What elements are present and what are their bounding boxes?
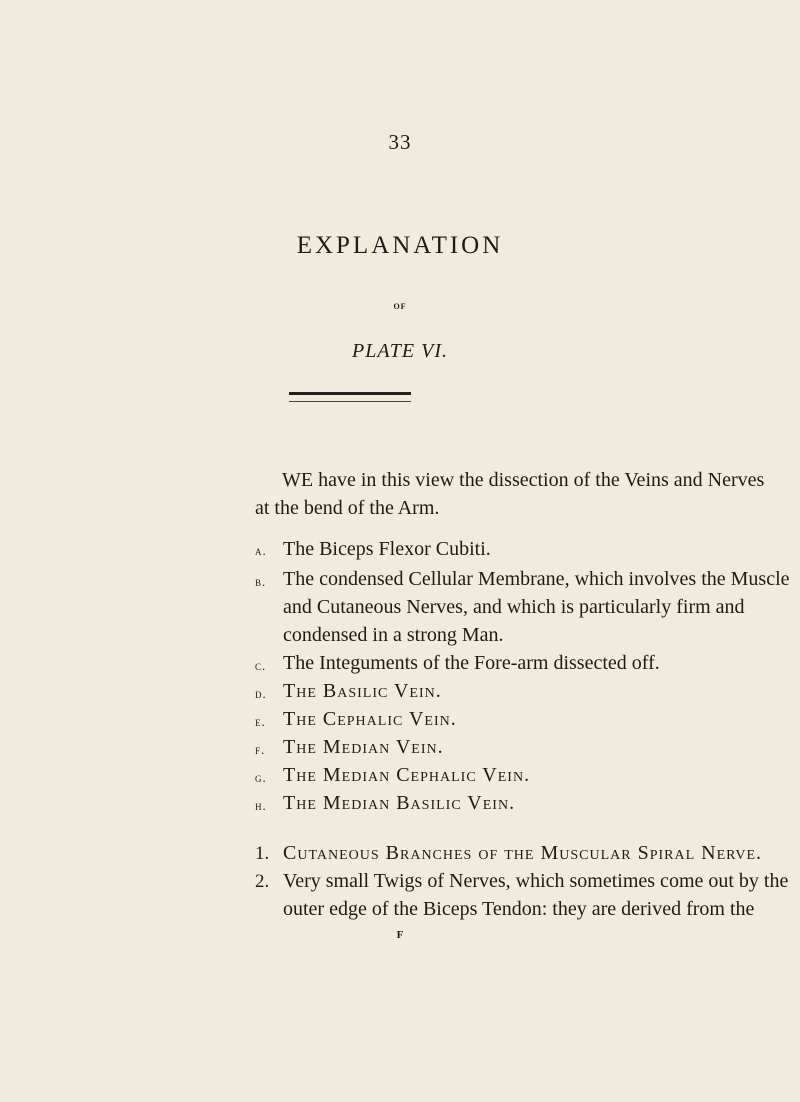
heading-explanation: EXPLANATION [296, 232, 504, 259]
item-b-line-1: The condensed Cellular Membrane, which involves the Muscle [283, 568, 790, 590]
item-c-line-1: The Integuments of the Fore-arm dissected off. [283, 652, 660, 674]
item-letter-h: h. [255, 798, 267, 813]
plate-title: PLATE VI. [351, 340, 449, 362]
item-g-line-1: The Median Cephalic Vein. [283, 764, 531, 786]
section-divider [289, 392, 411, 402]
numbered-item-2-line-1: Very small Twigs of Nerves, which sometimes come out by the [283, 870, 789, 892]
item-e-line-1: The Cephalic Vein. [283, 708, 457, 730]
item-letter-d: d. [255, 686, 267, 701]
item-letter-a: a. [255, 543, 267, 558]
intro-line-2: at the bend of the Arm. [255, 497, 440, 519]
item-letter-g: g. [255, 770, 267, 785]
item-letter-b: b. [255, 574, 267, 589]
numbered-item-1-number: 1. [255, 843, 270, 864]
item-b-line-2: and Cutaneous Nerves, and which is particularly firm and [283, 596, 745, 618]
item-letter-c: c. [255, 658, 267, 673]
item-f-line-1: The Median Vein. [283, 736, 444, 758]
item-letter-f: f. [255, 742, 266, 757]
intro-line-1: WE have in this view the dissection of the Veins and Nerves [282, 469, 765, 491]
numbered-item-2-line-2: outer edge of the Biceps Tendon: they are derived from the [283, 898, 755, 920]
item-d-line-1: The Basilic Vein. [283, 680, 442, 702]
numbered-item-2-number: 2. [255, 871, 270, 892]
item-b-line-3: condensed in a strong Man. [283, 624, 504, 646]
signature-mark: F [396, 929, 404, 941]
page-number: 33 [388, 130, 412, 154]
item-h-line-1: The Median Basilic Vein. [283, 792, 516, 814]
item-a-line-1: The Biceps Flexor Cubiti. [283, 538, 491, 560]
item-letter-e: e. [255, 714, 266, 729]
numbered-item-1-line-1: Cutaneous Branches of the Muscular Spiral Nerve. [283, 842, 763, 864]
heading-of: OF [393, 302, 407, 311]
